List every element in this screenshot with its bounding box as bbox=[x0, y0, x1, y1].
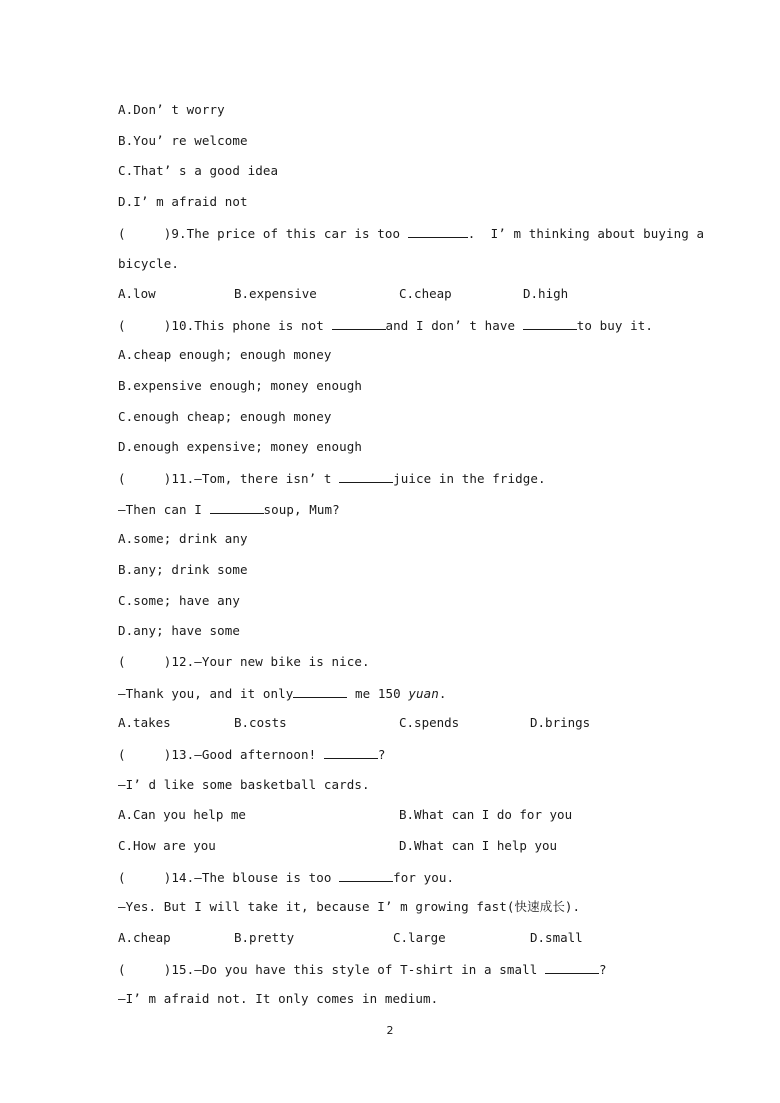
q9-suffix: . I’ m thinking about buying a bbox=[467, 226, 705, 241]
q11-line2-part2: soup, Mum? bbox=[263, 502, 340, 517]
q10-option-c: C.enough cheap; enough money bbox=[118, 409, 332, 424]
q13-part2: ? bbox=[377, 747, 386, 762]
q11-part2: juice in the fridge. bbox=[393, 471, 546, 486]
q11-line2 bbox=[118, 501, 340, 518]
q12-line2 bbox=[118, 685, 447, 702]
q13-option-a: A.Can you help me bbox=[118, 807, 246, 822]
answer-blank bbox=[523, 317, 577, 330]
q11-part1: ( )11.—Tom, there isn’ t bbox=[118, 471, 340, 486]
q8-option-a: A.Don’ t worry bbox=[118, 102, 225, 117]
q10-option-b: B.expensive enough; money enough bbox=[118, 378, 363, 393]
q13-line2: —I’ d like some basketball cards. bbox=[118, 777, 370, 792]
q13-part1: ( )13.—Good afternoon! bbox=[118, 747, 324, 762]
q12-option-a: A.takes bbox=[118, 715, 171, 730]
q10-option-a: A.cheap enough; enough money bbox=[118, 347, 332, 362]
q10-option-d: D.enough expensive; money enough bbox=[118, 439, 363, 454]
q9-continuation: bicycle. bbox=[118, 256, 180, 271]
q13-option-c: C.How are you bbox=[118, 838, 216, 853]
q12-yuan: yuan bbox=[408, 686, 439, 701]
q14-option-d: D.small bbox=[530, 930, 583, 945]
q12-line2-end: . bbox=[438, 686, 447, 701]
q13-question bbox=[118, 746, 386, 763]
q14-option-c: C.large bbox=[393, 930, 446, 945]
q9-option-c: C.cheap bbox=[399, 286, 452, 301]
answer-blank bbox=[332, 317, 386, 330]
q8-option-b: B.You’ re welcome bbox=[118, 133, 248, 148]
answer-blank bbox=[339, 869, 393, 882]
q10-question bbox=[118, 317, 653, 334]
q10-part1: ( )10.This phone is not bbox=[118, 318, 332, 333]
q11-line2-part1: —Then can I bbox=[118, 502, 210, 517]
q9-option-d: D.high bbox=[523, 286, 569, 301]
q14-option-a: A.cheap bbox=[118, 930, 171, 945]
q11-option-d: D.any; have some bbox=[118, 623, 241, 638]
q9-option-a: A.low bbox=[118, 286, 156, 301]
q15-line2: —I’ m afraid not. It only comes in medium. bbox=[118, 991, 439, 1006]
q11-option-b: B.any; drink some bbox=[118, 562, 248, 577]
q15-part2: ? bbox=[599, 962, 607, 977]
q14-part1: ( )14.—The blouse is too bbox=[118, 870, 340, 885]
q9-question bbox=[118, 225, 704, 242]
answer-blank bbox=[408, 225, 468, 238]
q14-option-b: B.pretty bbox=[234, 930, 295, 945]
q14-part2: for you. bbox=[393, 870, 455, 885]
q15-part1: ( )15.—Do you have this style of T-shirt in a small bbox=[118, 962, 546, 977]
q12-option-b: B.costs bbox=[234, 715, 287, 730]
q9-prefix: ( )9.The price of this car is too bbox=[118, 226, 408, 241]
q12-option-d: D.brings bbox=[530, 715, 591, 730]
answer-blank bbox=[210, 501, 264, 514]
q12-line2-part2: me 150 bbox=[347, 686, 409, 701]
q12-line2-part1: —Thank you, and it only bbox=[118, 686, 294, 701]
q8-option-c: C.That’ s a good idea bbox=[118, 163, 279, 178]
answer-blank bbox=[339, 470, 393, 483]
q11-question bbox=[118, 470, 546, 487]
q13-option-d: D.What can I help you bbox=[399, 838, 558, 853]
answer-blank bbox=[545, 961, 599, 974]
q13-option-b: B.What can I do for you bbox=[399, 807, 573, 822]
q9-option-b: B.expensive bbox=[234, 286, 317, 301]
q10-part3: to buy it. bbox=[576, 318, 654, 333]
q14-question bbox=[118, 869, 454, 886]
q12-option-c: C.spends bbox=[399, 715, 460, 730]
answer-blank bbox=[293, 685, 347, 698]
q8-option-d: D.I’ m afraid not bbox=[118, 194, 248, 209]
q14-line2: —Yes. But I will take it, because I’ m growing fast(快速成长). bbox=[118, 899, 581, 914]
q12-question: ( )12.—Your new bike is nice. bbox=[118, 654, 370, 669]
q11-option-a: A.some; drink any bbox=[118, 531, 248, 546]
answer-blank bbox=[324, 746, 378, 759]
q11-option-c: C.some; have any bbox=[118, 593, 241, 608]
page-number: 2 bbox=[386, 1024, 394, 1037]
q15-question bbox=[118, 961, 607, 978]
q10-part2: and I don’ t have bbox=[385, 318, 523, 333]
